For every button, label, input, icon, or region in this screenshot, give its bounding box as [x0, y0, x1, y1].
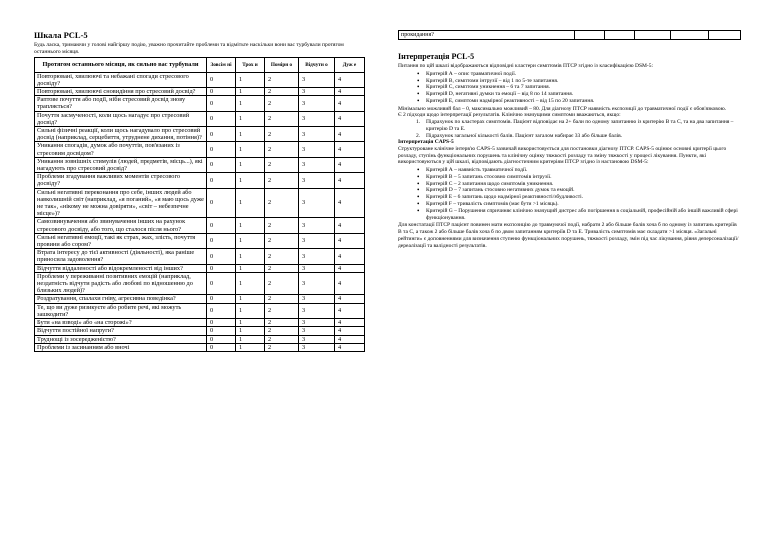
- interpretation-title: Інтерпретація PCL-5: [398, 52, 475, 61]
- score-option-cell: 2: [265, 233, 299, 248]
- question-cell: Бути «на взводі» або «на сторожі»?: [35, 319, 207, 327]
- score-option-cell: 4: [335, 319, 365, 327]
- score-option-cell: 3: [299, 272, 335, 295]
- score-option-cell: 3: [299, 264, 335, 272]
- score-option-cell: 1: [236, 142, 265, 157]
- score-option-cell: 3: [299, 343, 335, 351]
- list-item: [416, 132, 740, 140]
- score-option-cell: 1: [236, 303, 265, 318]
- list-item: • Критерій G – Порушення спричиняє клінічно значущий дистрес або погіршення в соціальній, професійній або іншій важливій сфері функціонування.: [426, 208, 740, 222]
- question-cell: Проблеми із засинанням або вночі: [35, 343, 207, 351]
- list-item: • Критерій F – тривалість симптомів (має бути >1 місяць).: [426, 201, 740, 208]
- score-option-cell: 3: [299, 295, 335, 303]
- pcl5-header-option: Дуж е: [335, 57, 365, 72]
- score-option-cell: 1: [236, 272, 265, 295]
- pcl5-header-row: [35, 57, 365, 72]
- score-option-cell: 0: [207, 233, 236, 248]
- question-cell: Відчуття віддаленості або відокремленості від інших?: [35, 264, 207, 272]
- interpretation-criteria-list: [398, 71, 740, 105]
- score-option-cell: 1: [236, 335, 265, 343]
- score-option-cell: 1: [236, 295, 265, 303]
- score-option-cell: 2: [265, 249, 299, 264]
- score-option-cell: 4: [335, 249, 365, 264]
- list-item: • Критерій Е – 6 запитань щодо надмірної реактивності/збудливості.: [426, 194, 740, 201]
- approaches-intro: Є 2 підходи щодо інтерпретації результатів. Клінічно значущими симптоми вважаються, якщо:: [398, 112, 621, 119]
- score-option-cell: 1: [236, 218, 265, 233]
- question-cell: Те, що ви дуже ризикуєте або робите речі, які можуть зашкодити?: [35, 303, 207, 318]
- score-option-cell: 0: [207, 327, 236, 335]
- score-option-cell: 0: [207, 173, 236, 188]
- score-option-cell: 1: [236, 157, 265, 172]
- table-row: [35, 96, 365, 111]
- table-row: [35, 264, 365, 272]
- score-option-cell: 0: [207, 111, 236, 126]
- score-option-cell: 0: [207, 264, 236, 272]
- approaches-list: [398, 119, 740, 139]
- score-option-cell: 1: [236, 249, 265, 264]
- score-option-cell: 4: [335, 111, 365, 126]
- score-option-cell: 4: [335, 233, 365, 248]
- table-row: [35, 319, 365, 327]
- score-option-cell: 1: [236, 188, 265, 218]
- table-cell: [671, 31, 709, 40]
- pcl5-header-option: Зовсім ні: [207, 57, 236, 72]
- score-option-cell: 1: [236, 319, 265, 327]
- score-option-cell: 3: [299, 173, 335, 188]
- score-option-cell: 4: [335, 343, 365, 351]
- pcl5-intro: Будь ласка, тримаючи у голові найгіршу подію, уважно прочитайте проблеми та відмітьте наскільки вони вас турбували протягом останнього місяця.: [34, 42, 344, 55]
- score-option-cell: 3: [299, 72, 335, 87]
- score-option-cell: 0: [207, 218, 236, 233]
- score-option-cell: 0: [207, 319, 236, 327]
- score-option-cell: 3: [299, 335, 335, 343]
- score-option-cell: 1: [236, 343, 265, 351]
- question-cell: Повторювані, хвилюючі та небажані спогади стресового досвіду?: [35, 72, 207, 87]
- score-option-cell: 0: [207, 188, 236, 218]
- table-row: [35, 157, 365, 172]
- table-cell: [635, 31, 671, 40]
- interpretation-intro: Питання по цій шкалі відображаються відповідні кластери симптомів ПТСР згідно із класифікацією DSM-5:: [398, 63, 654, 69]
- pcl5-table: [34, 57, 365, 352]
- question-cell: Відчуття постійної напруги?: [35, 327, 207, 335]
- table-row: [35, 188, 365, 218]
- table-row: [35, 327, 365, 335]
- score-option-cell: 3: [299, 88, 335, 96]
- score-option-cell: 2: [265, 72, 299, 87]
- question-cell: Повторювані, хвилюючі сновидіння про стресовий досвід?: [35, 88, 207, 96]
- score-option-cell: 4: [335, 295, 365, 303]
- list-text: Підрахунок загальної кількості балів. Пацієнт загалом набирає 33 або більше балів.: [426, 132, 623, 139]
- list-item: • Критерій В – 5 запитань стосовно симптомів інтрузії.: [426, 174, 740, 181]
- list-item: • Критерій С – 2 запитання щодо симптомів уникнення.: [426, 181, 740, 188]
- score-option-cell: 0: [207, 295, 236, 303]
- score-option-cell: 3: [299, 249, 335, 264]
- score-option-cell: 0: [207, 96, 236, 111]
- score-option-cell: 4: [335, 335, 365, 343]
- score-option-cell: 3: [299, 319, 335, 327]
- table-row: [35, 218, 365, 233]
- list-item: • Критерій Е, симптоми надмірної реактивності – від 15 по 20 запитання.: [426, 98, 740, 105]
- question-cell: Уникання спогадів, думок або почуттів, пов'язаних із стресовим досвідом?: [35, 142, 207, 157]
- score-option-cell: 4: [335, 157, 365, 172]
- score-option-cell: 4: [335, 218, 365, 233]
- question-cell: Сильні негативні емоції, такі як страх, жах, злість, почуття провини або сором?: [35, 233, 207, 248]
- score-option-cell: 3: [299, 127, 335, 142]
- score-option-cell: 1: [236, 127, 265, 142]
- score-option-cell: 3: [299, 157, 335, 172]
- score-option-cell: 2: [265, 111, 299, 126]
- score-option-cell: 0: [207, 157, 236, 172]
- table-row: [35, 88, 365, 96]
- score-option-cell: 3: [299, 142, 335, 157]
- score-option-cell: 1: [236, 72, 265, 87]
- table-row: [35, 303, 365, 318]
- table-cell: прокидання?: [399, 31, 575, 40]
- table-cell: [709, 31, 741, 40]
- pcl5-section: [34, 30, 364, 352]
- list-item: • Критерій D – 7 запитань стосовно негативних думок та емоцій.: [426, 187, 740, 194]
- list-item: • Критерій А – опис травматичної події.: [426, 71, 740, 78]
- question-cell: Труднощі із зосередженістю?: [35, 335, 207, 343]
- score-option-cell: 3: [299, 218, 335, 233]
- score-option-cell: 4: [335, 272, 365, 295]
- score-option-cell: 0: [207, 249, 236, 264]
- list-text: Підрахунок по кластерах симптомів. Пацієнт відповідає на 2+ бали по одному запитанню із критерію В та С, та на два запитання – критерію D та Е.: [426, 119, 734, 132]
- table-row: [35, 249, 365, 264]
- score-option-cell: 3: [299, 111, 335, 126]
- score-option-cell: 3: [299, 327, 335, 335]
- table-row: [35, 233, 365, 248]
- pcl5-header-option: Трох и: [236, 57, 265, 72]
- table-row: [35, 72, 365, 87]
- table-row: [35, 127, 365, 142]
- table-cell: [605, 31, 635, 40]
- score-option-cell: 2: [265, 264, 299, 272]
- caps5-criteria-list: [398, 167, 740, 221]
- question-cell: Самозвинувачення або звинувачення інших на рахунок стресового досвіду, або того, що сталося після нього?: [35, 218, 207, 233]
- score-option-cell: 2: [265, 142, 299, 157]
- interpretation-section: [398, 30, 740, 249]
- score-option-cell: 4: [335, 173, 365, 188]
- question-cell: Роздратування, спалахи гніву, агресивна поведінка?: [35, 295, 207, 303]
- list-item: • Критерій А – наявність травматичної події.: [426, 167, 740, 174]
- score-option-cell: 2: [265, 303, 299, 318]
- score-option-cell: 3: [299, 303, 335, 318]
- score-option-cell: 2: [265, 188, 299, 218]
- question-cell: Проблеми згадування важливих моментів стресового досвіду?: [35, 173, 207, 188]
- score-option-cell: 4: [335, 72, 365, 87]
- question-cell: Сильні негативні переконання про себе, інших людей або навколишній світ (наприклад, «я поганий», «я маю щось дуже не так», «нікому не можна довіряти», «світ – небезпечне місце»)?: [35, 188, 207, 218]
- score-option-cell: 0: [207, 335, 236, 343]
- score-option-cell: 2: [265, 157, 299, 172]
- score-option-cell: 1: [236, 111, 265, 126]
- list-number: 2.: [416, 132, 421, 139]
- question-cell: Раптове почуття або події, ніби стресовий досвід знову трапляється?: [35, 96, 207, 111]
- score-option-cell: 2: [265, 173, 299, 188]
- list-item: [416, 119, 740, 132]
- score-option-cell: 0: [207, 142, 236, 157]
- score-option-cell: 3: [299, 233, 335, 248]
- score-option-cell: 2: [265, 319, 299, 327]
- score-option-cell: 2: [265, 327, 299, 335]
- score-option-cell: 2: [265, 272, 299, 295]
- score-option-cell: 1: [236, 88, 265, 96]
- table-row: [35, 142, 365, 157]
- table-row: [35, 295, 365, 303]
- score-note: Мінімально можливий бал – 0, максимально можливий – 80. Для діагнозу ПТСР наявність експозиції до травматичної події є обов'язковою.: [398, 105, 727, 112]
- table-row: [399, 31, 741, 40]
- score-option-cell: 4: [335, 96, 365, 111]
- score-option-cell: 0: [207, 72, 236, 87]
- score-option-cell: 1: [236, 327, 265, 335]
- list-item: • Критерій D, негативні думки та емоції – від 8 по 14 запитання.: [426, 91, 740, 98]
- question-cell: Втрата інтересу до тієї активності (діяльності), яка раніше приносила задоволення?: [35, 249, 207, 264]
- score-option-cell: 0: [207, 127, 236, 142]
- score-option-cell: 0: [207, 88, 236, 96]
- caps5-conclusion: Для констатації ПТСР пацієнт повинен мати експозицію до травмуючої події, набрати 2 або більше балів хоча б по одному із запитань критеріїв В та С, а також 2 або більше балів хоча б по двом запитанням критеріїв D та Е. Тривалість симптомів має складати >1 місяця. «Загальні рейтинги» є доповненнями для визначення ступеню функціональних порушень, тяжкості розладу, змін під час лікування, рівня деперсоналізації/дереалізації та валідності результатів.: [398, 222, 739, 249]
- score-option-cell: 4: [335, 303, 365, 318]
- score-option-cell: 1: [236, 233, 265, 248]
- list-item: • Критерій С, симптоми уникнення – 6 та 7 запитання.: [426, 84, 740, 91]
- list-item: • Критерій В, симптоми інтрузії – від 1 по 5-те запитання.: [426, 78, 740, 85]
- pcl5-table-continuation: [398, 30, 741, 40]
- score-option-cell: 2: [265, 88, 299, 96]
- question-cell: Уникання зовнішніх стимулів (людей, предметів, місць...), які нагадують про стресовий досвід?: [35, 157, 207, 172]
- table-cell: [575, 31, 605, 40]
- score-option-cell: 2: [265, 343, 299, 351]
- table-row: [35, 272, 365, 295]
- score-option-cell: 4: [335, 127, 365, 142]
- score-option-cell: 2: [265, 295, 299, 303]
- score-option-cell: 1: [236, 96, 265, 111]
- pcl5-title: Шкала PCL-5: [34, 30, 88, 40]
- score-option-cell: 4: [335, 88, 365, 96]
- score-option-cell: 1: [236, 173, 265, 188]
- pcl5-header-option: Помірн о: [265, 57, 299, 72]
- score-option-cell: 2: [265, 96, 299, 111]
- score-option-cell: 1: [236, 264, 265, 272]
- caps5-intro: Структуроване клінічне інтерв'ю CAPS-5 зазвичай використовується для постановки діагнозу ПТСР. CAPS-5 оцінює основні критерії цього розладу, ступінь функціональних порушень та клінічну оцінку тяжкості розладу та зміну тяжкості у процесі лікування. Пункти, які використовуються у цій шкалі, відповідають діагностичним критеріям ПТСР згідно із настановою DSM-5:: [398, 145, 727, 166]
- table-row: [35, 173, 365, 188]
- score-option-cell: 4: [335, 142, 365, 157]
- score-option-cell: 4: [335, 188, 365, 218]
- score-option-cell: 2: [265, 218, 299, 233]
- score-option-cell: 3: [299, 188, 335, 218]
- score-option-cell: 3: [299, 96, 335, 111]
- pcl5-header-question: Протягом останнього місяця, як сильно вас турбували: [35, 57, 207, 72]
- caps5-title: Інтерпретація CAPS-5: [398, 139, 454, 146]
- table-row: [35, 343, 365, 351]
- score-option-cell: 4: [335, 264, 365, 272]
- table-row: [35, 335, 365, 343]
- score-option-cell: 4: [335, 327, 365, 335]
- score-option-cell: 0: [207, 343, 236, 351]
- score-option-cell: 0: [207, 272, 236, 295]
- score-option-cell: 0: [207, 303, 236, 318]
- question-cell: Почуття засмученості, коли щось нагадує про стресовий досвід?: [35, 111, 207, 126]
- question-cell: Сильні фізичні реакції, коли щось нагадувало про стресовий досвід (наприклад, серцебиття, утруднене дихання, потіння)?: [35, 127, 207, 142]
- question-cell: Проблеми у переживанні позитивних емоцій (наприклад, нездатність відчути радість або любові по відношенню до близьких людей)?: [35, 272, 207, 295]
- score-option-cell: 2: [265, 335, 299, 343]
- score-option-cell: 2: [265, 127, 299, 142]
- pcl5-header-option: Відчутн о: [299, 57, 335, 72]
- table-row: [35, 111, 365, 126]
- list-number: 1.: [416, 119, 421, 126]
